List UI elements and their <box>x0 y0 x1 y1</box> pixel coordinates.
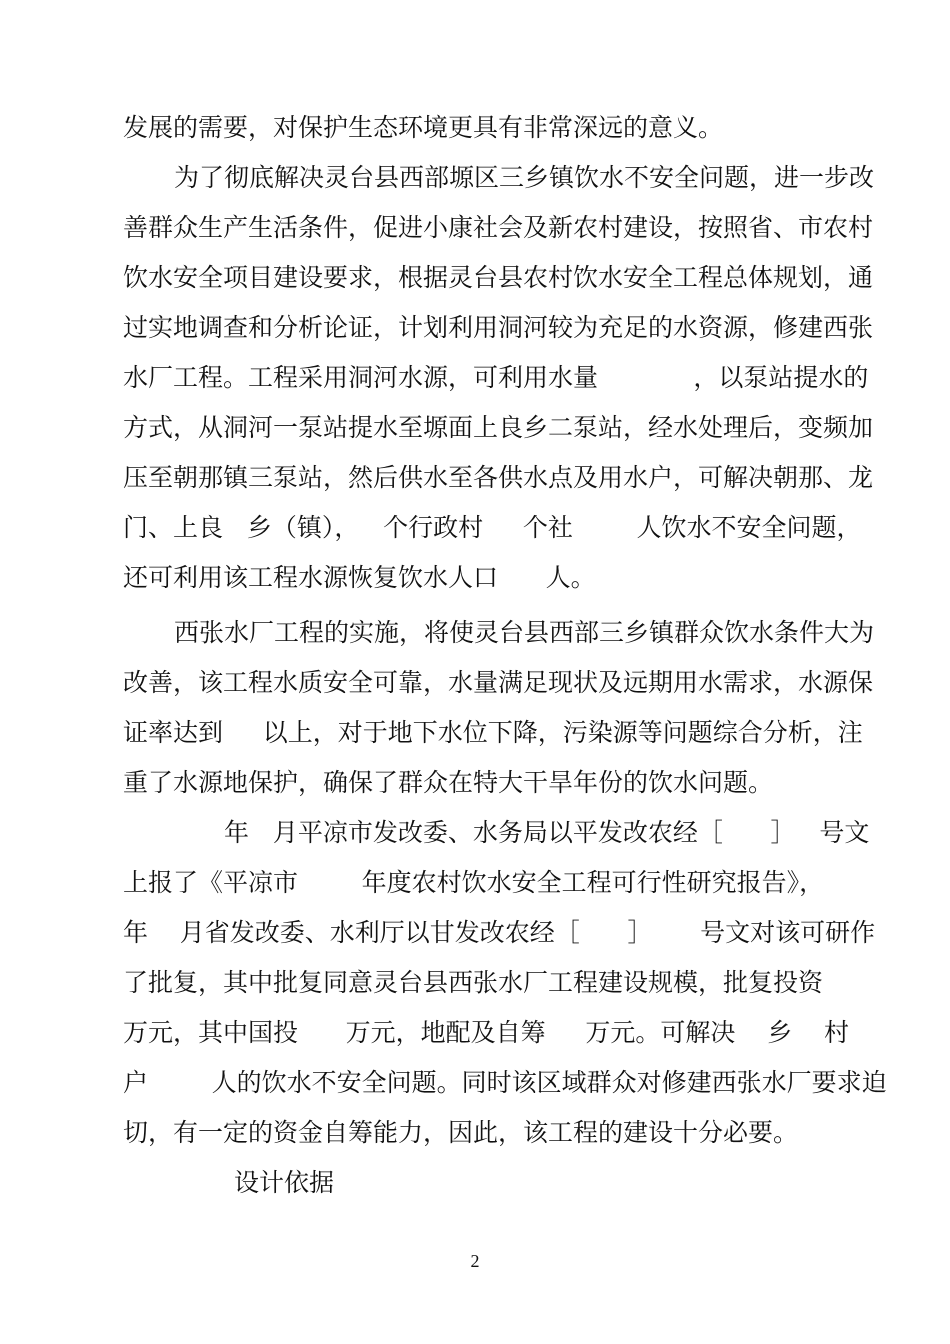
text-line: 过实地调查和分析论证，计划利用洞河较为充足的水资源，修建西张 <box>123 313 874 342</box>
section-heading: 设计依据 <box>234 1168 335 1197</box>
text-line: 证率达到 以上，对于地下水位下降，污染源等问题综合分析，注 <box>123 718 863 747</box>
paragraph-first-line: 年 月平凉市发改委、水务局以平发改农经［ ］ 号文 <box>224 818 870 847</box>
text-line: 还可利用该工程水源恢复饮水人口 人。 <box>123 563 596 592</box>
text-line: 压至朝那镇三泵站，然后供水至各供水点及用水户，可解决朝那、龙 <box>123 463 874 492</box>
text-line: 上报了《平凉市 年度农村饮水安全工程可行性研究报告》， <box>123 868 825 897</box>
text-line: 万元，其中国投 万元，地配及自筹 万元。可解决 乡 村 <box>123 1018 849 1047</box>
text-line: 门、上良 乡（镇）， 个行政村 个社 人饮水不安全问题， <box>123 513 862 542</box>
text-line: 善群众生产生活条件，促进小康社会及新农村建设，按照省、市农村 <box>123 213 874 242</box>
text-line: 切，有一定的资金自筹能力，因此，该工程的建设十分必要。 <box>123 1118 799 1147</box>
text-line: 户 人的饮水不安全问题。同时该区域群众对修建西张水厂要求迫 <box>123 1068 887 1097</box>
text-line: 水厂工程。工程采用洞河水源，可利用水量 ，以泵站提水的 <box>123 363 869 392</box>
text-line: 方式，从洞河一泵站提水至塬面上良乡二泵站，经水处理后，变频加 <box>123 413 874 442</box>
text-line: 年 月省发改委、水利厅以甘发改农经［ ］ 号文对该可研作 <box>123 918 876 947</box>
text-line: 改善，该工程水质安全可靠，水量满足现状及远期用水需求，水源保 <box>123 668 874 697</box>
text-line: 重了水源地保护，确保了群众在特大干旱年份的饮水问题。 <box>123 768 774 797</box>
text-line: 了批复，其中批复同意灵台县西张水厂工程建设规模，批复投资 <box>123 968 824 997</box>
page-number: 2 <box>470 1251 480 1271</box>
text-line: 饮水安全项目建设要求，根据灵台县农村饮水安全工程总体规划，通 <box>123 263 874 292</box>
paragraph-first-line: 为了彻底解决灵台县西部塬区三乡镇饮水不安全问题，进一步改 <box>174 163 875 192</box>
text-line: 发展的需要，对保护生态环境更具有非常深远的意义。 <box>123 113 724 142</box>
paragraph-first-line: 西张水厂工程的实施，将使灵台县西部三乡镇群众饮水条件大为 <box>174 618 875 647</box>
